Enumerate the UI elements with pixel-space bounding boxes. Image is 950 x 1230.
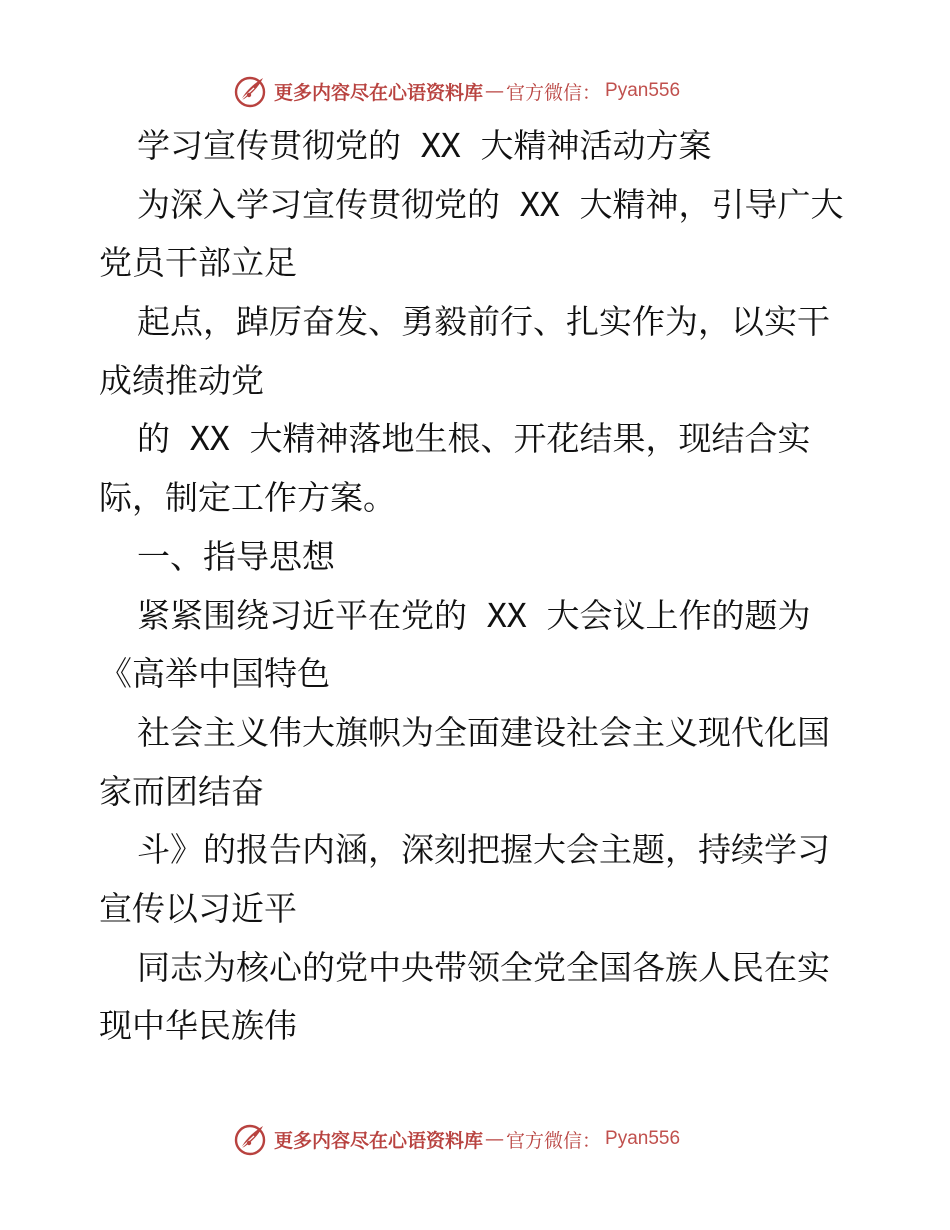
text-line: 宣传以习近平 [99, 888, 297, 928]
text-line: 同志为核心的党中央带领全党全国各族人民在实 [137, 947, 830, 987]
text-line: 现中华民族伟 [99, 1006, 297, 1046]
text-line: 际，制定工作方案。 [99, 478, 396, 518]
text-line: 《高举中国特色 [99, 654, 330, 694]
text-line: 家而团结奋 [99, 771, 264, 811]
banner-separator: — [485, 80, 505, 102]
header-watermark-banner [232, 69, 680, 113]
document-title: 学习宣传贯彻党的 XX 大精神活动方案 [137, 126, 712, 165]
quill-logo-icon [232, 1121, 268, 1157]
banner-brand-text: 更多内容尽在心语资料库 [274, 81, 484, 104]
text-line: 斗》的报告内涵，深刻把握大会主题，持续学习 [137, 830, 830, 870]
text-line: 起点，踔厉奋发、勇毅前行、扎实作为，以实干 [137, 302, 830, 342]
text-line: 一、指导思想 [137, 536, 335, 576]
document-body [99, 117, 859, 1056]
text-line: 为深入学习宣传贯彻党的 XX 大精神，引导广大 [137, 184, 844, 224]
quill-logo-icon [232, 73, 268, 109]
text-line: 党员干部立足 [99, 243, 297, 283]
banner-brand-text: 更多内容尽在心语资料库 [274, 1129, 484, 1152]
text-line: 紧紧围绕习近平在党的 XX 大会议上作的题为 [137, 595, 811, 635]
banner-wechat-label: 官方微信： [506, 1129, 602, 1152]
banner-wechat-id: Pyan556 [605, 80, 681, 101]
banner-wechat-label: 官方微信： [506, 81, 602, 104]
banner-wechat-id: Pyan556 [605, 1128, 681, 1149]
footer-watermark-banner [232, 1117, 680, 1161]
text-line: 的 XX 大精神落地生根、开花结果，现结合实 [137, 419, 811, 459]
banner-separator: — [485, 1128, 505, 1150]
text-line: 社会主义伟大旗帜为全面建设社会主义现代化国 [137, 712, 830, 752]
text-line: 成绩推动党 [99, 360, 264, 400]
